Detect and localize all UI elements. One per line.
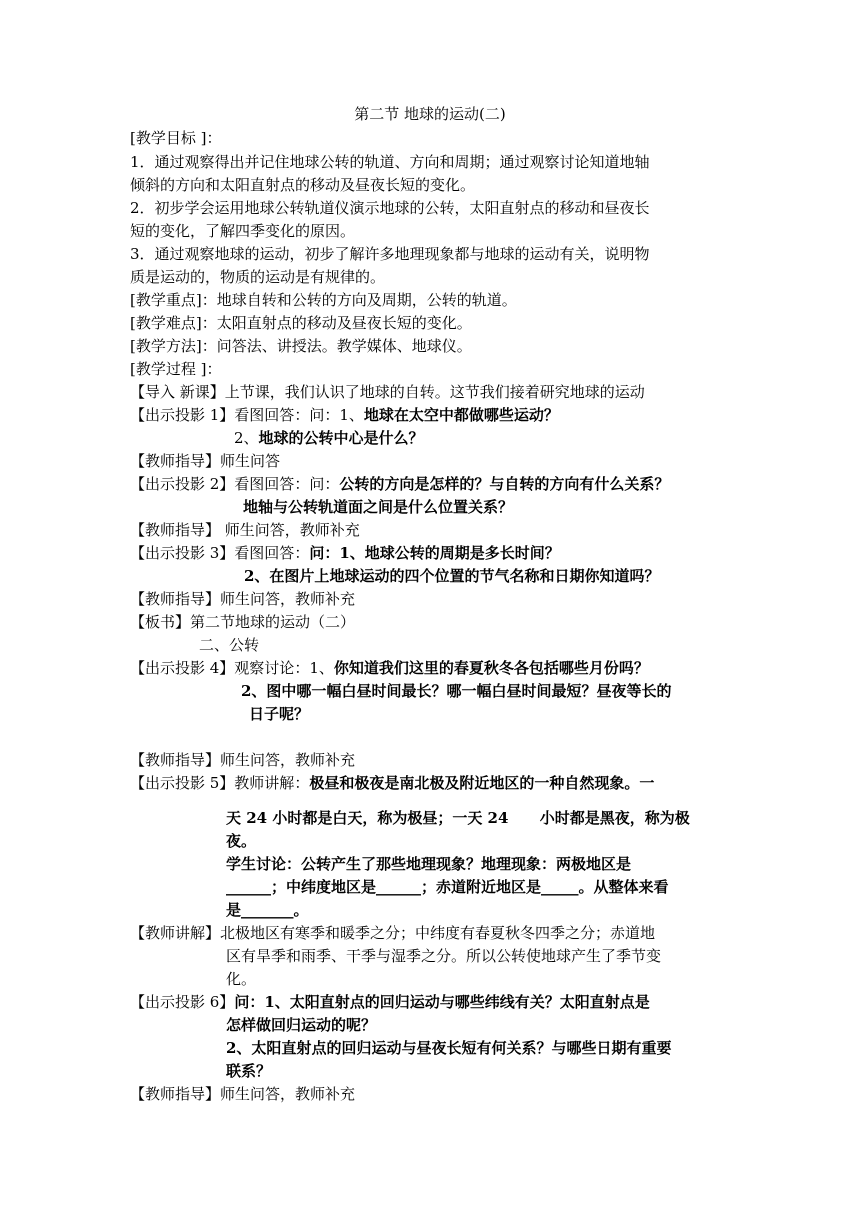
key-points: [教学重点]：地球自转和公转的方向及周期，公转的轨道。: [130, 291, 517, 309]
teacher-guide-3: 【教师指导】师生问答，教师补充: [130, 590, 356, 608]
objective-3-line-2: 质是运动的，物质的运动是有规律的。: [130, 268, 386, 286]
projection-4-question-2-line-2: 日子呢？: [249, 705, 310, 723]
teacher-explain-line-1: 【教师讲解】北极地区有寒季和暖季之分；中纬度有春夏秋冬四季之分；赤道地: [130, 924, 656, 942]
projection-2-question-1: 公转的方向是怎样的？与自转的方向有什么关系？: [339, 475, 670, 493]
board-title: 【板书】第二节地球的运动（二）: [130, 613, 356, 631]
teacher-explain-line-3: 化。: [226, 970, 257, 988]
projection-2: [130, 474, 669, 494]
projection-6: [130, 992, 650, 1012]
projection-5-line-3: 夜。: [226, 832, 257, 850]
projection-5: [130, 773, 654, 793]
process-label: [教学过程 ]：: [130, 360, 222, 378]
projection-4-question-1: 你知道我们这里的春夏秋冬各包括哪些月份吗？: [333, 659, 649, 677]
projection-5-discussion-1: 学生讨论：公转产生了那些地理现象？地理现象：两极地区是: [226, 855, 632, 873]
document-title: 第二节 地球的运动(二): [354, 105, 506, 123]
projection-5-prefix: 【出示投影 5】教师讲解：: [130, 774, 310, 792]
projection-1: [130, 405, 559, 425]
projection-3-question-2: 2、在图片上地球运动的四个位置的节气名称和日期你知道吗？: [244, 567, 660, 585]
projection-4: [130, 658, 649, 678]
teacher-explain-line-2: 区有旱季和雨季、干季与湿季之分。所以公转使地球产生了季节变: [226, 947, 662, 965]
projection-5-line-2: 天 24 小时都是白天，称为极昼；一天 24 小时都是黑夜，称为极: [226, 809, 690, 827]
objective-2-line-1: 2．初步学会运用地球公转轨道仪演示地球的公转，太阳直射点的移动和昼夜长: [130, 199, 650, 217]
projection-6-question-1-line-2: 怎样做回归运动的呢？: [226, 1016, 377, 1034]
projection-4-question-2-line-1: 2、图中哪一幅白昼时间最长？哪一幅白昼时间最短？昼夜等长的: [241, 682, 672, 700]
methods: [教学方法]：问答法、讲授法。教学媒体、地球仪。: [130, 337, 472, 355]
projection-3: [130, 543, 560, 563]
projection-1-q2-prefix: 2、: [234, 429, 259, 447]
teacher-guide-4: 【教师指导】师生问答，教师补充: [130, 751, 356, 769]
projection-2-question-2: 地轴与公转轨道面之间是什么位置关系？: [243, 498, 514, 516]
projection-6-prefix: 【出示投影 6】: [130, 993, 235, 1011]
teacher-guide-5: 【教师指导】师生问答，教师补充: [130, 1085, 356, 1103]
projection-6-question-1-line-1: 问：1、太阳直射点的回归运动与哪些纬线有关？太阳直射点是: [234, 993, 650, 1011]
difficulties: [教学难点]：太阳直射点的移动及昼夜长短的变化。: [130, 314, 472, 332]
intro: 【导入 新课】上节课，我们认识了地球的自转。这节我们接着研究地球的运动: [130, 383, 645, 401]
teacher-guide-1: 【教师指导】师生问答: [130, 452, 281, 470]
objective-3-line-1: 3．通过观察地球的运动，初步了解许多地理现象都与地球的运动有关，说明物: [130, 245, 650, 263]
projection-1-q2: [234, 428, 424, 448]
board-subtitle: 二、公转: [199, 636, 260, 654]
projection-1-prefix: 【出示投影 1】看图回答：问：1、: [130, 406, 364, 424]
projection-3-prefix: 【出示投影 3】看图回答：: [130, 544, 310, 562]
teacher-guide-2: 【教师指导】 师生问答，教师补充: [130, 521, 360, 539]
projection-5-discussion-2: ______；中纬度地区是______；赤道附近地区是_____。从整体来看: [226, 878, 669, 896]
objectives-label: [教学目标 ]：: [130, 129, 222, 147]
projection-1-question-1: 地球在太空中都做哪些运动？: [363, 406, 559, 424]
projection-5-line-1: 极昼和极夜是南北极及附近地区的一种自然现象。一: [309, 774, 655, 792]
projection-5-discussion-3: 是_______。: [226, 901, 309, 919]
projection-1-question-2: 地球的公转中心是什么？: [258, 429, 424, 447]
projection-2-prefix: 【出示投影 2】看图回答：问：: [130, 475, 340, 493]
objective-2-line-2: 短的变化，了解四季变化的原因。: [130, 222, 356, 240]
projection-4-prefix: 【出示投影 4】观察讨论：1、: [130, 659, 334, 677]
projection-3-question-1: 问：1、地球公转的周期是多长时间？: [309, 544, 560, 562]
projection-6-question-2-line-2: 联系？: [226, 1062, 272, 1080]
projection-6-question-2-line-1: 2、太阳直射点的回归运动与昼夜长短有何关系？与哪些日期有重要: [226, 1039, 672, 1057]
objective-1-line-1: 1．通过观察得出并记住地球公转的轨道、方向和周期；通过观察讨论知道地轴: [130, 153, 650, 171]
objective-1-line-2: 倾斜的方向和太阳直射点的移动及昼夜长短的变化。: [130, 176, 476, 194]
